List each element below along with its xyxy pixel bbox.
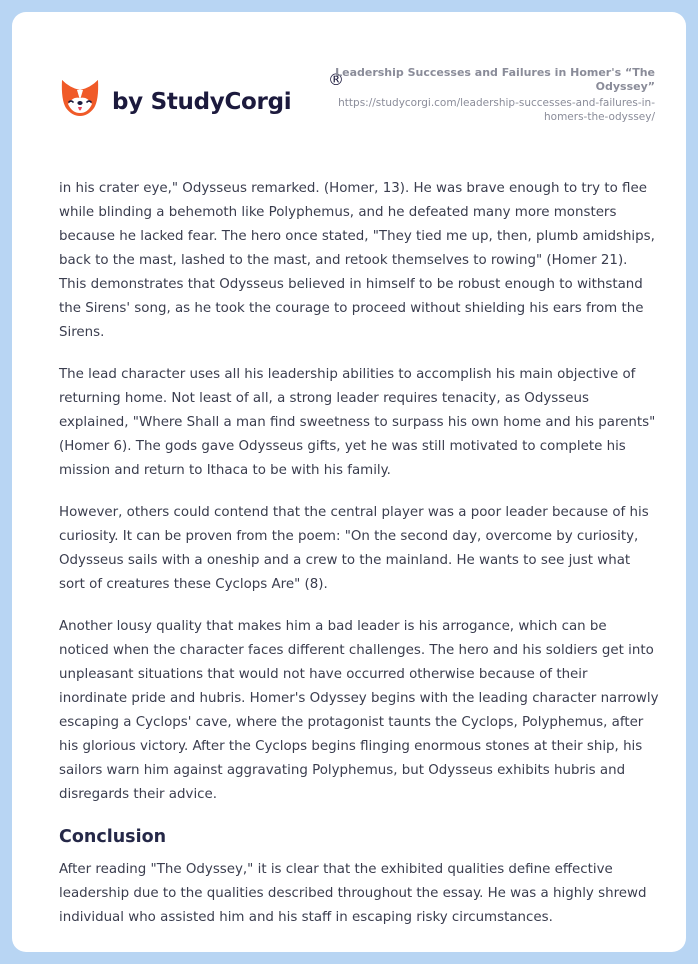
essay-body [59, 177, 659, 948]
corgi-logo-icon [60, 76, 100, 120]
studycorgi-logo[interactable] [60, 70, 344, 120]
brand-name: by StudyCorgi [112, 89, 292, 115]
paragraph: in his crater eye," Odysseus remarked. (Homer, 13). He was brave enough to try to flee while blinding a behemoth like Polyphemus, and he defeated many more monsters because he lacked fear. The hero once stated, "They tied me up, then, plumb amidships, back to the mast, lashed to the mast, and retook themselves to rowing" (Homer 21). This demonstrates that Odysseus believed in himself to be robust enough to withstand the Sirens' song, as he took the courage to proceed without shielding his ears from the Sirens. [59, 181, 655, 340]
paragraph: Another lousy quality that makes him a bad leader is his arrogance, which can be noticed when the character faces different challenges. The hero and his soldiers get into unpleasant situations that would not have occurred otherwise because of their inordinate pride and hubris. Homer's Odyssey begins with the leading character narrowly escaping a Cyclops' cave, where the protagonist taunts the Cyclops, Polyphemus, after his glorious victory. After the Cyclops begins flinging enormous stones at their ship, his sailors warn him against aggravating Polyphemus, but Odysseus exhibits hubris and disregards their advice. [59, 619, 659, 802]
document-page [12, 12, 686, 952]
paragraph: The lead character uses all his leadership abilities to accomplish his main objective of returning home. Not least of all, a strong leader requires tenacity, as Odysseus explained, "Where Shall a man find sweetness to surpass his own home and his parents" (Homer 6). The gods gave Odysseus gifts, yet he was still motivated to complete his mission and return to Ithaca to be with his family. [59, 367, 656, 478]
registered-mark: ® [328, 70, 344, 89]
section-heading-conclusion: Conclusion [59, 827, 167, 847]
document-url[interactable]: https://studycorgi.com/leadership-successes-and-failures-in-homers-the-odyssey/ [338, 97, 655, 123]
document-meta [315, 66, 655, 124]
page-header [12, 12, 686, 162]
paragraph: However, others could contend that the central player was a poor leader because of his curiosity. It can be proven from the poem: "On the second day, overcome by curiosity, Odysseus sails with a oneship and a crew to the mainland. He wants to see just what sort of creatures these Cyclops Are" (8). [59, 505, 649, 592]
document-title: Leadership Successes and Failures in Homer's “The Odyssey” [335, 66, 655, 93]
paragraph: After reading "The Odyssey," it is clear that the exhibited qualities define effective leadership due to the qualities described throughout the essay. He was a highly shrewd individual who assisted him and his staff in escaping risky circumstances. [59, 862, 647, 925]
